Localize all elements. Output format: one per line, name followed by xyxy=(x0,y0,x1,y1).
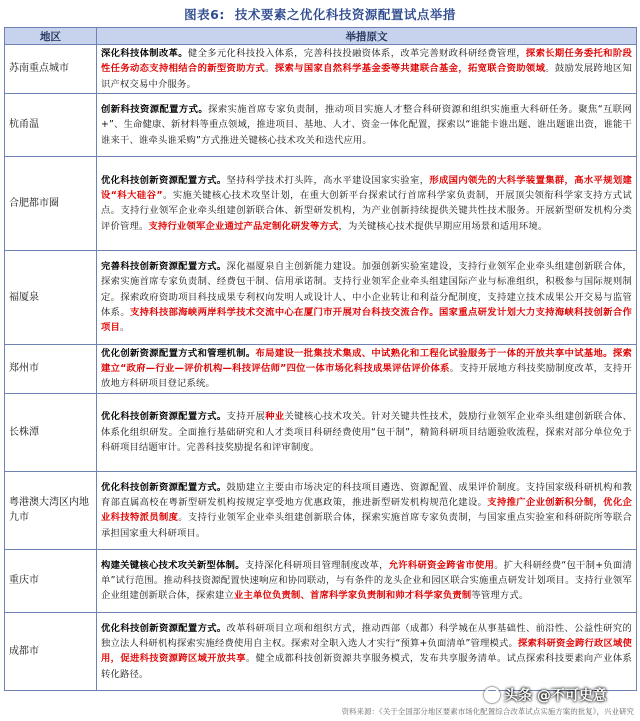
measure-text: 。支持开展地方科技奖励制度改革，支持开放地方科研项目登记系统。 xyxy=(101,363,632,390)
measure-text: 。实施关键核心技术攻坚计划，在重大创新平台探索试行首席科学家负责制，开展顶尖领衔科学家支持方式试点。支持行业领军企业牵头组建创新联合体、新型研发机构，为产业创新持续提供关键共性技术服务。开展新型研发机构分类评价管理。 xyxy=(101,190,632,232)
measure-text: 关键核心技术攻关。针对关键共性技术，鼓励行业领军企业牵头组建创新联合体、体系化组织研发。全面推行基础研究和人才类项目科研经费使用“包干制”，精简科研项目结题验收流程，探索对部分单位免于科研项目结题审计。完善科技奖励提名和评审制度。 xyxy=(101,411,633,453)
region-cell: 杭甬温 xyxy=(5,93,97,156)
measures-table xyxy=(4,27,637,691)
table-row xyxy=(5,344,637,393)
measures-cell xyxy=(97,93,637,156)
measures-cell xyxy=(97,471,637,549)
highlighted-text: 允许科研资金跨省市使用 xyxy=(388,559,495,571)
highlighted-text: 布局建设一批集技术集成、中试熟化和工程化试验服务于一体的开放共享中试基地。探索建立“政府—行业—评价机构—科技评估师”四位一体市场化科技成果评估评价体系 xyxy=(101,347,632,375)
highlighted-text: 支持科技部海峡两岸科学技术交流中心在厦门市开展对台科技交流合作。国家重点研发计划大力支持海峡科技创新合作项目 xyxy=(101,307,632,334)
measures-cell xyxy=(97,393,637,471)
measure-text: 深化福厦泉自主创新能力建设。加强创新实验室建设，支持行业领军企业牵头组建创新联合体，探索实施首席专家负责制、经费包干制、信用承诺制。支持行业领军企业牵头组建国际产业与标准组织，积极参与国际规则制定。探索政府资助项目科技成果专利权向发明人或设计人、中小企业转让和利益分配制度，支持建立技术成果公开交易与监管体系。 xyxy=(101,261,632,319)
measure-heading: 优化科技创新资源配置方式。 xyxy=(101,481,227,493)
measure-text: 。鼓励发展跨地区知识产权交易中介服务。 xyxy=(101,63,633,90)
measure-heading: 完善科技创新资源配置方式。 xyxy=(101,261,227,273)
measure-heading: 创新科技资源配置方式。 xyxy=(101,103,209,115)
table-row xyxy=(5,393,637,471)
region-cell: 合肥都市圈 xyxy=(5,156,97,250)
region-cell: 重庆市 xyxy=(5,549,97,612)
measure-heading: 优化科技创新资源配置方式。 xyxy=(101,174,227,186)
table-row xyxy=(5,93,637,156)
table-row xyxy=(5,45,637,94)
measure-text: 支持开展 xyxy=(226,411,266,423)
figure-label: 图表6: xyxy=(184,7,225,22)
highlighted-text: 探索科研资金跨行政区域使用，促进科技资源跨区域开放共享 xyxy=(101,637,632,665)
measure-heading: 深化科技体制改革。 xyxy=(101,48,188,59)
measure-text: 。支持行业领军企业牵头组建创新联合体，探索实施首席专家负责制，与国家重点实验室和科研院所等联合承担国家重大科研项目。 xyxy=(101,512,632,539)
region-cell: 郑州市 xyxy=(5,344,97,393)
highlighted-text: 支持推广企业创新积分制，优化企业科技特派员制度 xyxy=(101,496,632,524)
measures-cell xyxy=(97,549,637,612)
highlighted-text: 支持行业领军企业通过产品定制化研发等方式 xyxy=(148,220,339,232)
measures-cell xyxy=(97,612,637,690)
table-body xyxy=(5,45,637,691)
measure-text: 探索实施首席专家负责制，推动项目实施人才整合科研资源和组织实施重大科研任务。聚焦“互联网+”、生命健康、新材料等重点领域，推进项目、基地、人才、资金一体化配置，探索以“谁能卡谁出题、谁出题谁出资，谁能干谁来干、谁牵头谁采购”方式推进关键核心技术攻关和迭代应用。 xyxy=(101,103,633,146)
watermark-logo-icon xyxy=(484,687,500,703)
measures-cell xyxy=(97,45,637,94)
region-cell: 福厦泉 xyxy=(5,250,97,344)
measures-cell xyxy=(97,344,637,393)
highlighted-text: 探索与国家自然科学基金委等共建联合基金，拓宽联合资助领域 xyxy=(274,63,546,75)
table-row xyxy=(5,612,637,690)
table-row xyxy=(5,250,637,344)
measure-text: 鼓励建立主要由市场决定的科技项目遴选、资源配置、成果评价制度。支持国家级科研机构和教育部直属高校在粤新型研发机构按规定享受地方优惠政策，推进新型研发机构规范化建设。 xyxy=(101,481,632,508)
measure-heading: 优化创新资源配置方式和管理机制。 xyxy=(101,347,256,359)
measure-text: 。扩大科研经费“包干制+负面清单”试行范围。推动科技资源配置快速响应和协同联动，与有条件的龙头企业和园区联合实施重点研发计划项目。支持行业领军企业组建创新联合体，探索建立 xyxy=(101,559,632,602)
watermark xyxy=(484,685,607,705)
highlighted-text: 形成国内领先的大科学装置集群，高水平规划建设“科大硅谷” xyxy=(101,174,633,202)
measure-text: 坚持科学技术打头阵，高水平建设国家实验室， xyxy=(226,174,430,186)
region-cell: 长株潭 xyxy=(5,393,97,471)
column-header-region: 地区 xyxy=(5,28,97,45)
table-row xyxy=(5,471,637,549)
region-cell: 成都市 xyxy=(5,612,97,690)
measure-heading: 优化科技创新资源配置方式。 xyxy=(101,411,227,423)
highlighted-text: 业主单位负责制、首席科学家负责制和帅才科学家负责制 xyxy=(233,590,472,602)
watermark-text: 头条 @不可史意 xyxy=(504,688,607,704)
measure-text: 。健全成都科技创新资源共享服务模式，发布共享服务清单。试点探索科技要素向产业体系转化路径。 xyxy=(101,653,632,680)
measure-text: 。 xyxy=(120,322,130,334)
highlighted-text: 种业 xyxy=(265,411,285,423)
source-note: 资料来源：《关于全国部分地区要素市场化配置综合改革试点实施方案的批复》，兴业研究 xyxy=(341,707,634,716)
figure-title-bar xyxy=(4,3,636,25)
measure-text: 支持深化科研项目管理制度改革， xyxy=(244,559,389,571)
measure-text: 。 xyxy=(265,63,275,75)
figure-title: 技术要素之优化科技资源配置试点举措 xyxy=(234,7,456,22)
highlighted-text: 探索长期任务委托和阶段性任务动态支持相结合的新型资助方式 xyxy=(101,48,632,75)
table-row xyxy=(5,156,637,250)
column-header-measures: 举措原文 xyxy=(97,28,637,45)
measure-heading: 优化科技创新资源配置方式。 xyxy=(101,622,227,634)
measure-text: 健全多元化科技投入体系，完善科技投融资体系，改革完善财政科研经费管理， xyxy=(187,48,526,59)
region-cell: 苏南重点城市 xyxy=(5,45,97,94)
region-cell: 粤港澳大湾区内地九市 xyxy=(5,471,97,549)
measure-heading: 构建关键核心技术攻关新型体制。 xyxy=(101,559,245,571)
measures-cell xyxy=(97,250,637,344)
measures-cell xyxy=(97,156,637,250)
measure-text: ，为关键核心技术提供早期应用场景和适用环境。 xyxy=(338,220,548,232)
measure-text: 改革科研项目立项和组织方式，推动西部（成都）科学城在从事基础性、前沿性、公益性研究的独立法人科研机构探索实施经费使用自主权。探索对全职入选人才实行“预算+负面清单”管理模式。 xyxy=(101,622,632,649)
table-row xyxy=(5,549,637,612)
measure-text: 等管理方式。 xyxy=(471,590,529,602)
table-header-row xyxy=(5,28,637,45)
